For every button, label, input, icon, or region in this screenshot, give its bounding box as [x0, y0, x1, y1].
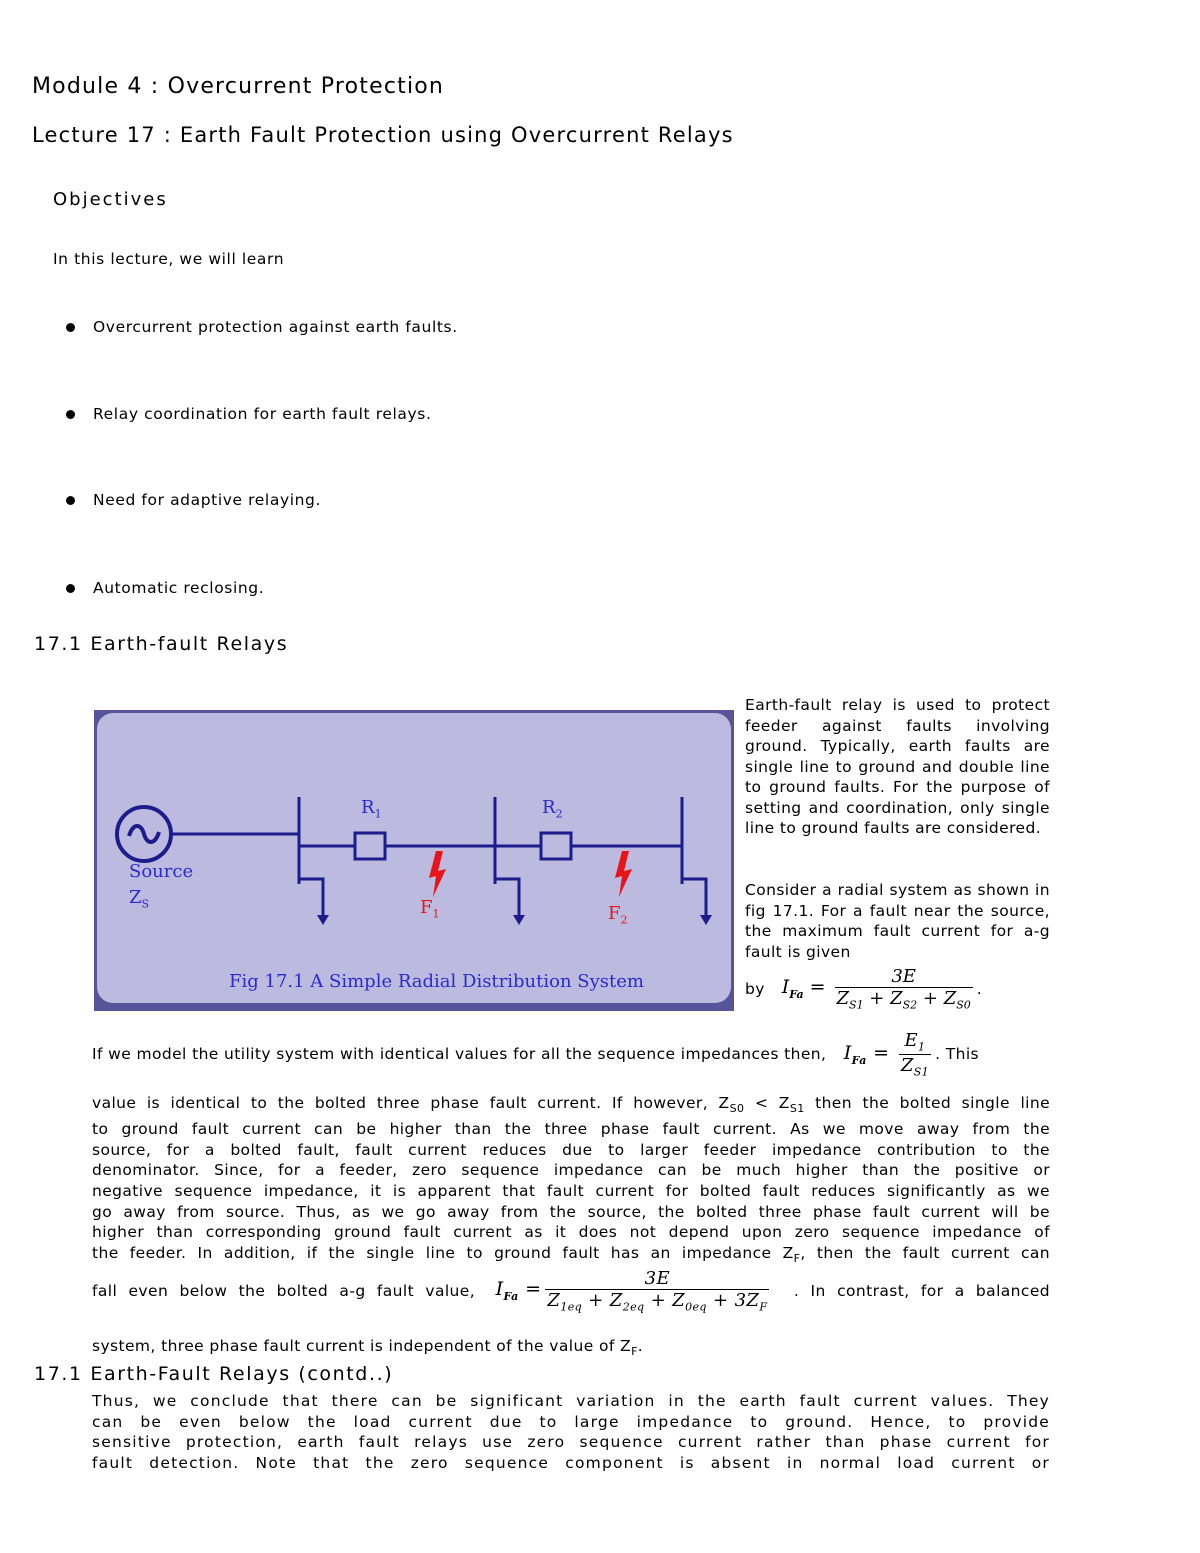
paragraph-radial-system: Consider a radial system as shown in fig 17.1. For a fault near the source, the maximum fault current for a-g fault is given — [745, 881, 1050, 961]
eq2-fraction: $\frac{E_1}{Z_{S1}}$ — [900, 1030, 930, 1079]
objectives-intro: In this lecture, we will learn — [53, 250, 285, 268]
r2-label: $R_2$ — [542, 797, 563, 821]
body-line: fault detection. Note that the zero sequence component is absent in normal load current or — [92, 1454, 1050, 1472]
section-heading: 17.1 Earth-fault Relays — [34, 633, 289, 655]
body-line: denominator. Since, for a feeder, zero sequence impedance can be much higher than the positive or — [92, 1161, 1050, 1179]
bullet-icon — [66, 323, 75, 332]
objective-item: Automatic reclosing. — [66, 579, 264, 597]
figure-caption: Fig 17.1 A Simple Radial Distribution System — [229, 971, 644, 992]
lecture-title — [32, 123, 734, 147]
body-line: negative sequence impedance, it is apparent that fault current for bolted fault reduces significantly as we — [92, 1182, 1050, 1200]
body-line: the feeder. In addition, if the single line to ground fault has an impedance $Z_F$, then the fault current can — [92, 1244, 1050, 1266]
figure-radial-system — [93, 709, 735, 1012]
objective-item: Need for adaptive relaying. — [66, 491, 321, 509]
relay-r2-box — [541, 833, 571, 859]
objective-item: Overcurrent protection against earth faults. — [66, 318, 458, 336]
paragraph-earth-fault-intro: Earth-fault relay is used to protect feeder against faults involving ground. Typically, earth faults are single line to ground and double line to ground faults. For the purpose of setting and coordination, only single line to ground faults are considered. — [745, 696, 1050, 837]
r1-label: $R_1$ — [361, 797, 382, 821]
bullet-icon — [66, 496, 75, 505]
body-line: system, three phase fault current is independent of the value of $Z_F$. — [92, 1337, 644, 1359]
body-line: go away from source. Thus, as we go away from the source, the bolted three phase fault current will be — [92, 1203, 1050, 1221]
body-line: higher than corresponding ground fault current as it does not depend upon zero sequence impedance of — [92, 1223, 1050, 1241]
body-line: source, for a bolted fault, fault current reduces due to larger feeder impedance contribution to the — [92, 1141, 1050, 1159]
equation-2-line: If we model the utility system with identical values for all the sequence impedances then, $I_{Fa}$ = $\frac{E_1}{Z_{S1}}$ . This — [92, 1030, 980, 1079]
zs-label: $Z_S$ — [129, 887, 150, 911]
bullet-icon — [66, 410, 75, 419]
objective-item: Relay coordination for earth fault relays. — [66, 405, 432, 423]
bullet-icon — [66, 584, 75, 593]
body-line: to ground fault current can be higher than the three phase fault current. As we move away from the — [92, 1120, 1050, 1138]
source-label: Source — [129, 861, 194, 882]
objectives-heading: Objectives — [53, 189, 168, 210]
lecture-name: Earth Fault Protection using Overcurrent Relays — [179, 123, 734, 147]
f1-label: $F_1$ — [420, 897, 440, 921]
eq1-lhs: $I_{Fa}$ = — [781, 976, 826, 1002]
eq3-fraction: $\frac{3E}{Z_{1eq} + Z_{2eq} + Z_{0eq} + 3Z_F}$ — [547, 1268, 768, 1314]
body-line: Thus, we conclude that there can be significant variation in the earth fault current values. They — [92, 1392, 1050, 1410]
body-line: value is identical to the bolted three phase fault current. If however, $Z_{S0} < Z_{S1}$ then the bolted single line — [92, 1094, 1051, 1116]
body-line: sensitive protection, earth fault relays use zero sequence current rather than phase current for — [92, 1433, 1050, 1451]
module-title: Module 4 : Overcurrent Protection — [32, 74, 445, 99]
lecture-prefix: Lecture 17 : — [32, 123, 180, 147]
body-line: can be even below the load current due to large impedance to ground. Hence, to provide — [92, 1413, 1050, 1431]
figure-panel — [97, 713, 731, 1003]
equation-3-line: fall even below the bolted a-g fault value, $I_{Fa}$ = $\frac{3E}{Z_{1eq} + Z_{2eq} + Z_{0eq} + 3Z_F}$ . In contrast, for a balanced — [92, 1268, 1050, 1314]
equation-1-line: by $I_{Fa}$ = $\frac{3E}{Z_{S1} + Z_{S2} + Z_{S0}}$ . — [745, 966, 982, 1012]
f2-label: $F_2$ — [608, 903, 628, 927]
section-heading-contd: 17.1 Earth-Fault Relays (contd..) — [34, 1363, 394, 1385]
eq1-fraction: $\frac{3E}{Z_{S1} + Z_{S2} + Z_{S0}}$ — [836, 966, 971, 1012]
relay-r1-box — [355, 833, 385, 859]
